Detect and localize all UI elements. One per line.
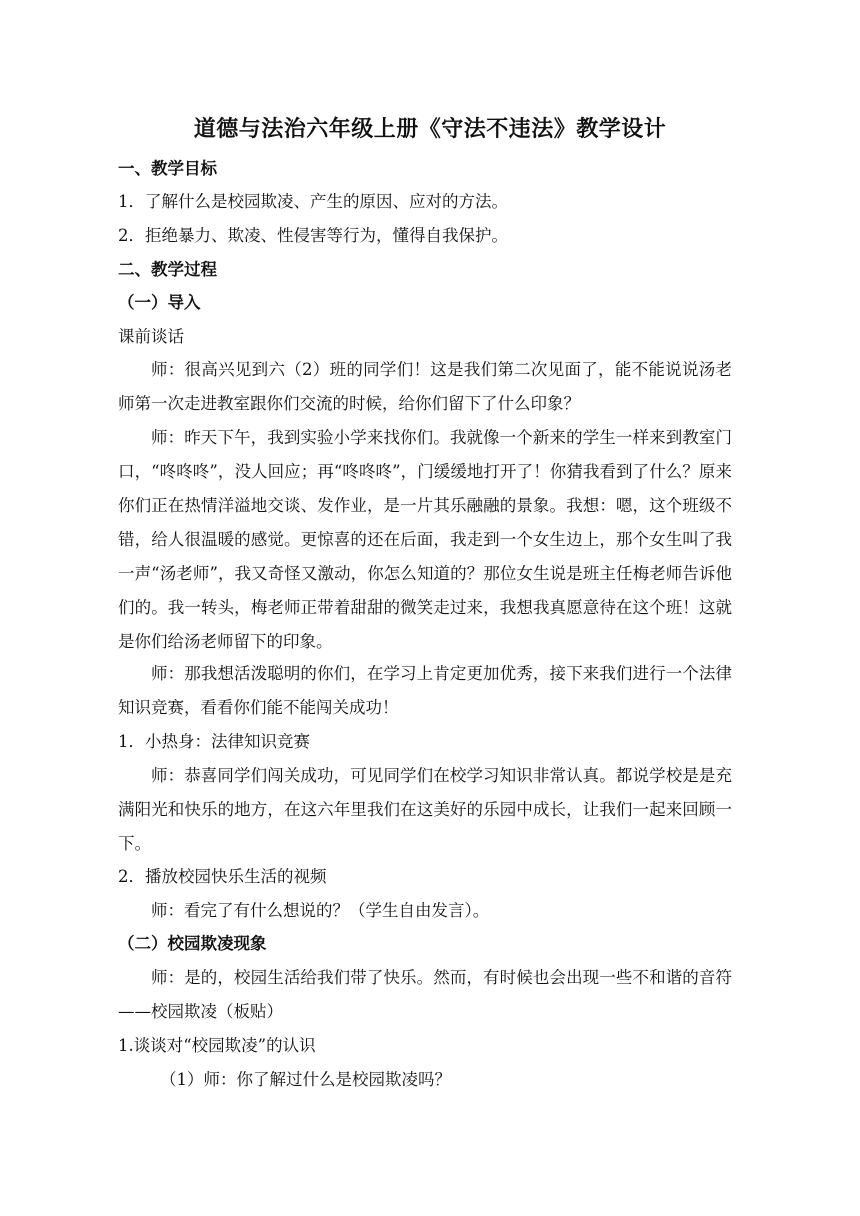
subsection-heading-intro: （一）导入 [118,293,201,312]
subsection-heading-bullying: （二）校园欺凌现象 [118,934,267,953]
paragraph-2: 师：昨天下午，我到实验小学来找你们。我就像一个新来的学生一样来到教室门口，“咚咚咚”，没人回应；再“咚咚咚”，门缓缓地打开了！你猜我看到了什么？原来你们正在热情洋溢地交谈、发作业，是一片其乐融融的景象。我想：嗯，这个班级不错，给人很温暖的感觉。更惊喜的还在后面，我走到一个女生边上，那个女生叫了我一声“汤老师”，我又奇怪又激动，你怎么知道的？那位女生说是班主任梅老师告诉他们的。我一转头，梅老师正带着甜甜的微笑走过来，我想我真愿意待在这个班！这就是你们给汤老师留下的印象。 [118,428,732,651]
paragraph-3: 师：那我想活泼聪明的你们，在学习上肯定更加优秀，接下来我们进行一个法律知识竞赛，看看你们能不能闯关成功！ [118,664,732,717]
section-heading-goals: 一、教学目标 [118,159,217,178]
step-item-3: 1.谈谈对“校园欺凌”的认识 [118,1036,316,1055]
goal-item-2: 2．拒绝暴力、欺凌、性侵害等行为，懂得自我保护。 [118,226,508,245]
section-heading-process: 二、教学过程 [118,260,217,279]
paragraph-5: 师：看完了有什么想说的？（学生自由发言）。 [151,901,490,920]
paragraph-1: 师：很高兴见到六（2）班的同学们！这是我们第二次见面了，能不能说说汤老师第一次走进教室跟你们交流的时候，给你们留下了什么印象？ [118,360,732,413]
step-item-2: 2．播放校园快乐生活的视频 [118,867,327,886]
document-title: 道德与法治六年级上册《守法不违法》教学设计 [193,116,667,142]
step-item-1: 1．小热身：法律知识竞赛 [118,732,310,751]
paragraph-6: 师：是的，校园生活给我们带了快乐。然而，有时候也会出现一些不和谐的音符——校园欺凌（板贴） [118,968,732,1021]
pre-class-talk-label: 课前谈话 [118,327,184,346]
paragraph-4: 师：恭喜同学们闯关成功，可见同学们在校学习知识非常认真。都说学校是是充满阳光和快乐的地方，在这六年里我们在这美好的乐园中成长，让我们一起来回顾一下。 [118,766,732,853]
question-item-1: （1）师：你了解过什么是校园欺凌吗？ [160,1070,451,1089]
goal-item-1: 1．了解什么是校园欺凌、产生的原因、应对的方法。 [118,192,508,211]
